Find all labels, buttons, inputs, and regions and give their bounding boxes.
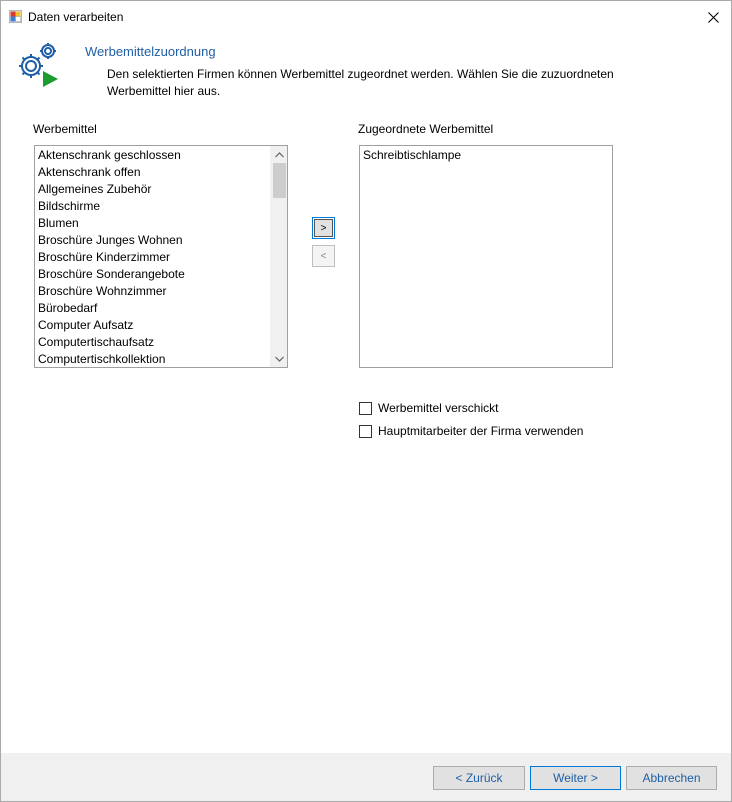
footer-bar bbox=[1, 753, 731, 801]
scroll-up-button[interactable] bbox=[271, 146, 288, 163]
list-item[interactable]: Computertischkollektion bbox=[38, 352, 166, 366]
close-icon bbox=[708, 12, 719, 23]
list-item[interactable]: Computer Aufsatz bbox=[38, 318, 134, 332]
remove-button[interactable]: < bbox=[312, 245, 335, 267]
chevron-down-icon bbox=[275, 356, 284, 362]
main-contact-checkbox[interactable] bbox=[359, 425, 372, 438]
scroll-thumb[interactable] bbox=[273, 163, 286, 198]
assigned-label: Zugeordnete Werbemittel bbox=[358, 122, 494, 136]
list-item[interactable]: Blumen bbox=[38, 216, 79, 230]
assigned-listbox[interactable] bbox=[359, 145, 613, 368]
list-item[interactable]: Broschüre Kinderzimmer bbox=[38, 250, 171, 264]
title-bar[interactable] bbox=[1, 1, 731, 33]
list-item[interactable]: Bildschirme bbox=[38, 199, 101, 213]
window-title: Daten verarbeiten bbox=[28, 10, 124, 24]
available-scrollbar[interactable] bbox=[270, 146, 287, 367]
next-button[interactable]: Weiter > bbox=[530, 766, 621, 790]
list-item[interactable]: Aktenschrank offen bbox=[38, 165, 141, 179]
list-item[interactable]: Computertischaufsatz bbox=[38, 335, 155, 349]
sent-checkbox-label[interactable]: Werbemittel verschickt bbox=[378, 401, 499, 415]
list-item[interactable]: Bürobedarf bbox=[38, 301, 98, 315]
chevron-up-icon bbox=[275, 152, 284, 158]
list-item[interactable]: Broschüre Junges Wohnen bbox=[38, 233, 183, 247]
back-button[interactable]: < Zurück bbox=[433, 766, 525, 790]
list-item[interactable]: Aktenschrank geschlossen bbox=[38, 148, 181, 162]
available-listbox[interactable] bbox=[34, 145, 288, 368]
header-description: Den selektierten Firmen können Werbemittel zugeordnet werden. Wählen Sie die zuzuordneten Werbemittel hier aus. bbox=[107, 67, 614, 98]
app-icon bbox=[9, 10, 22, 23]
header-title: Werbemittelzuordnung bbox=[85, 44, 216, 59]
main-contact-checkbox-label[interactable]: Hauptmitarbeiter der Firma verwenden bbox=[378, 424, 584, 438]
scroll-down-button[interactable] bbox=[271, 350, 288, 367]
sent-checkbox[interactable] bbox=[359, 402, 372, 415]
list-item[interactable]: Schreibtischlampe bbox=[363, 148, 462, 162]
list-item[interactable]: Broschüre Wohnzimmer bbox=[38, 284, 167, 298]
cancel-button[interactable]: Abbrechen bbox=[626, 766, 717, 790]
add-button[interactable]: > bbox=[312, 217, 335, 239]
list-item[interactable]: Allgemeines Zubehör bbox=[38, 182, 152, 196]
sent-checkbox-row[interactable] bbox=[359, 401, 498, 415]
gears-play-icon bbox=[14, 41, 62, 87]
available-label: Werbemittel bbox=[33, 122, 97, 136]
close-button[interactable] bbox=[695, 1, 731, 33]
main-contact-checkbox-row[interactable] bbox=[359, 424, 583, 438]
list-item[interactable]: Broschüre Sonderangebote bbox=[38, 267, 185, 281]
